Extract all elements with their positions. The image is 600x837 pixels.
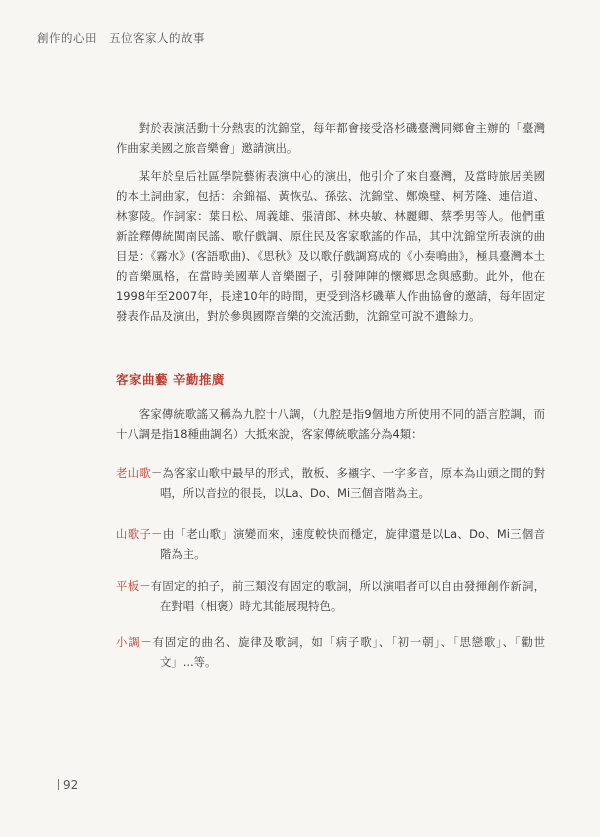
page-number-divider — [58, 779, 59, 790]
running-header — [37, 30, 205, 46]
term-label: 小調 — [116, 635, 141, 649]
term-label: 老山歌 — [116, 466, 151, 480]
term-description: －有固定的曲名、旋律及歌詞，如「病子歌」、「初一朝」、「思戀歌」、「勸世文」...等。 — [140, 635, 545, 669]
section-heading: 客家曲藝 辛勤推廣 — [116, 372, 225, 387]
term-label: 平板 — [116, 579, 140, 593]
body-paragraph-1: 對於表演活動十分熱衷的沈錦堂，每年都會接受洛杉磯臺灣同鄉會主辦的「臺灣作曲家美國之旅音樂會」邀請演出。 — [116, 121, 545, 155]
page-number — [58, 778, 78, 792]
term-label: 山歌子 — [116, 527, 152, 541]
chapter-title: 五位客家人的故事 — [109, 31, 205, 45]
list-item — [116, 576, 545, 616]
page-number-value: 92 — [63, 778, 79, 792]
book-title: 創作的心田 — [37, 31, 97, 45]
body-paragraph-2: 某年於皇后社區學院藝術表演中心的演出，他引介了來自臺灣，及當時旅居美國的本土詞曲家，包括：余錦福、黃恢弘、孫弦、沈錦堂、鄭煥璧、柯芳隆、連信道、林寥陵。作詞家：葉日松、周義雄、張清郎、林央敏、林麗卿、蔡季男等人。他們重新詮釋傳統閩南民謠、歌仔戲調、原住民及客家歌謠的作品，其中沈錦堂所表演的曲目是：《霧水》(客語歌曲)、《思秋》及以歌仔戲調寫成的《小奏鳴曲》，極具臺灣本土的音樂風格，在當時美國華人音樂圈子，引發陣陣的懷鄉思念與感動。此外，他在1998年至2007年，長達10年的時間，更受到洛杉磯華人作曲協會的邀請，每年固定發表作品及演出，對於參與國際音樂的交流活動，沈錦堂可說不遺餘力。 — [116, 169, 545, 323]
term-description: －由「老山歌」演變而來，速度較快而穩定，旋律還是以La、Do、Mi三個音階為主。 — [151, 527, 545, 561]
term-description: －有固定的拍子，前三類沒有固定的歌詞，所以演唱者可以自由發揮創作新詞，在對唱（相褒）時尤其能展現特色。 — [139, 579, 545, 613]
list-item — [116, 632, 545, 672]
section-intro: 客家傳統歌謠又稱為九腔十八調，（九腔是指9個地方所使用不同的語言腔調，而十八調是指18種曲調名）大抵來說，客家傳統歌謠分為4類： — [116, 407, 545, 441]
term-description: －為客家山歌中最早的形式，散板、多襯字、一字多音，原本為山頭之間的對唱，所以音拉的很長，以La、Do、Mi三個音階為主。 — [150, 466, 545, 500]
list-item — [116, 463, 545, 503]
list-item — [116, 524, 545, 564]
